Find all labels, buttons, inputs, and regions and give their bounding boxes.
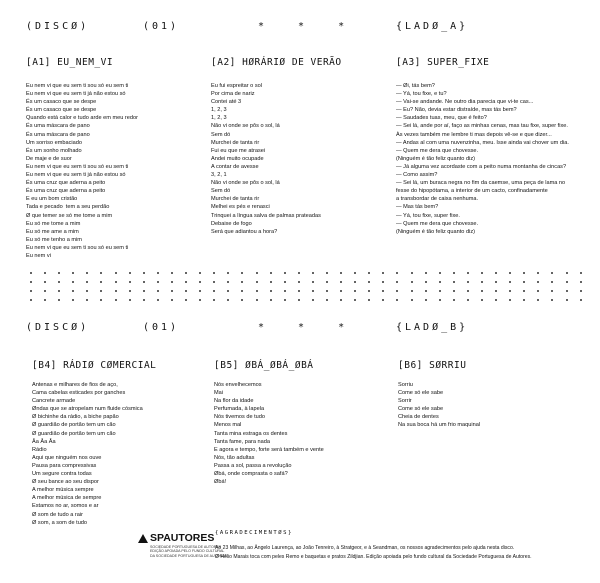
- dot: [199, 281, 201, 283]
- dot: [368, 281, 370, 283]
- lyric-line: A melhor música sempre: [32, 487, 94, 494]
- dot: [467, 281, 469, 283]
- dot: [340, 299, 342, 301]
- lyric-line: — Quem me dera que chovesse.: [396, 220, 479, 227]
- dot: [241, 290, 243, 292]
- dot: [467, 290, 469, 292]
- dot: [368, 290, 370, 292]
- dot: [340, 281, 342, 283]
- dot: [481, 290, 483, 292]
- dot: [185, 272, 187, 274]
- lyric-line: Âa Âa Âa: [32, 438, 56, 445]
- dot: [312, 299, 314, 301]
- lyric-line: — Sei lá, ande por aí, faço as minhas cenas, mas tau fixe, super fixe.: [396, 123, 568, 130]
- dot: [396, 281, 398, 283]
- dot: [453, 281, 455, 283]
- lyric-line: És um casaco que se despe: [26, 99, 97, 106]
- dot: [185, 281, 187, 283]
- track-lyrics: [214, 381, 324, 486]
- dot: [256, 272, 258, 274]
- dot: [537, 290, 539, 292]
- dot: [270, 281, 272, 283]
- lyric-line: Cheia de dentes: [398, 414, 439, 421]
- lyric-line: Contei até 3: [211, 99, 242, 106]
- lyric-line: Por cima de nariz: [211, 91, 255, 98]
- dot: [115, 272, 117, 274]
- dot: [185, 290, 187, 292]
- track-title: [B6] SØRRIU: [398, 360, 467, 371]
- lyric-line: Sorriu: [398, 382, 413, 388]
- lyric-line: Come só ele sabe: [398, 390, 444, 397]
- lyric-line: Sorrir: [398, 398, 412, 405]
- dot: [382, 281, 384, 283]
- lyric-line: Ø seu bance ao seu dispor: [32, 479, 99, 486]
- dot: [86, 272, 88, 274]
- lyric-line: Estamos no ar, somos e ar: [32, 503, 99, 510]
- lyric-line: Eu nem vi que eu sem ti sou só eu sem ti: [26, 244, 129, 251]
- dot: [354, 290, 356, 292]
- disc-label: (DISCØ): [26, 322, 90, 333]
- dot: [537, 281, 539, 283]
- dot: [30, 290, 32, 292]
- dot: [171, 299, 173, 301]
- dot: [256, 281, 258, 283]
- lyric-line: Eu nem vi que eu sem ti já não estou só: [26, 172, 126, 179]
- lyric-line: a transbordar de caixa nenhuma.: [396, 196, 479, 203]
- lyric-line: 3, 2, 1: [211, 172, 227, 179]
- stars-divider: * * *: [258, 21, 359, 32]
- dot: [256, 290, 258, 292]
- dot: [566, 290, 568, 292]
- lyric-line: És uma máscara de pano: [26, 123, 90, 130]
- dot: [326, 272, 328, 274]
- logo-subtitle-line: DA SOCIEDADE PORTUGUESA DE AUTORES: [150, 553, 227, 558]
- dot: [453, 299, 455, 301]
- dot: [227, 290, 229, 292]
- lyric-line: Tanta fame, para nada: [214, 438, 270, 445]
- dot: [44, 290, 46, 292]
- dot: [298, 290, 300, 292]
- lyric-line: Eu nem vi que eu sem ti já não estou só: [26, 91, 126, 98]
- dot: [495, 290, 497, 292]
- dot: [72, 290, 74, 292]
- dot: [270, 272, 272, 274]
- dot: [115, 281, 117, 283]
- lyric-line: Murchei de tanta rir: [211, 139, 260, 146]
- lyric-line: Øbá, onde comprasta o safá?: [214, 471, 288, 478]
- dot: [227, 299, 229, 301]
- dot: [129, 272, 131, 274]
- dot: [58, 281, 60, 283]
- dot: [241, 281, 243, 283]
- lyric-line: Quando está calor e tudo arde em meu redor: [26, 115, 138, 122]
- dot: [157, 281, 159, 283]
- lyric-line: Será que adiantou a hora?: [211, 228, 278, 235]
- dot: [411, 272, 413, 274]
- dot: [298, 281, 300, 283]
- dot: [509, 290, 511, 292]
- lyric-line: Come só ele sabe: [398, 406, 444, 413]
- dot: [284, 272, 286, 274]
- dot: [30, 272, 32, 274]
- ack-line: Ao 23 Milhas, ao Ângelo Laurença, ao João Tenreiro, à Stratgeor, e à Seandman, os nossos agradecimentos pelo ajuda nesta disco.: [215, 545, 515, 551]
- lyric-line: És uma cruz que aderna a peito: [26, 180, 106, 187]
- dot-grid-divider: [30, 272, 594, 308]
- dot: [368, 272, 370, 274]
- track-title: [B5] ØBÁ_ØBÁ_ØBÁ: [214, 360, 314, 371]
- lyric-line: Não vi onde se pôs o sol, lá: [211, 180, 280, 187]
- dot: [213, 299, 215, 301]
- dot: [509, 281, 511, 283]
- lyric-line: — Já alguma vez acordaste com a peito numa montanha de cincas?: [396, 163, 567, 170]
- dot: [551, 281, 553, 283]
- dot: [86, 299, 88, 301]
- dot: [396, 290, 398, 292]
- lyric-line: Pausa para compressivas: [32, 462, 97, 469]
- lyric-line: — Yá, tou fixe, e tu?: [396, 91, 447, 98]
- dot: [171, 281, 173, 283]
- dot: [157, 272, 159, 274]
- dot: [213, 281, 215, 283]
- dot: [213, 272, 215, 274]
- dot: [199, 290, 201, 292]
- dot: [411, 290, 413, 292]
- dot: [439, 299, 441, 301]
- track-title: [B4] RÁDIØ CØMERCIAL: [32, 360, 157, 371]
- dot: [143, 299, 145, 301]
- dot: [30, 281, 32, 283]
- lyric-line: Antenas e milhares de fios de aço,: [32, 382, 118, 388]
- dot: [298, 272, 300, 274]
- track-title: [A2] HØRÁRIØ DE VERÃO: [211, 57, 342, 68]
- dot: [453, 272, 455, 274]
- logo-subtitle-line: EDIÇÃO APOIADA PELO FUNDO CULTURAL: [150, 549, 225, 554]
- lyric-line: Sem dó: [211, 188, 231, 195]
- dot: [523, 290, 525, 292]
- lyric-line: Eu nem vi: [26, 252, 51, 259]
- lyric-line: Ø guardião de portão tem um cão: [32, 422, 116, 429]
- dot: [566, 281, 568, 283]
- disc-number: (01): [143, 21, 180, 32]
- lyric-line: Sem dó: [211, 131, 231, 138]
- dot: [171, 272, 173, 274]
- track-lyrics: [398, 381, 480, 430]
- dot: [129, 299, 131, 301]
- logo-triangle-icon: [138, 534, 148, 543]
- disc-number: (01): [143, 322, 180, 333]
- lyric-line: A contar de avesse: [211, 163, 259, 170]
- lyric-line: Cama cabelas esticades por ganches: [32, 390, 126, 397]
- dot: [354, 299, 356, 301]
- dot: [241, 299, 243, 301]
- lyric-line: Eu nem vi que eu sem ti sou só eu sem ti: [26, 83, 129, 89]
- dot: [382, 272, 384, 274]
- lyric-line: — Andas al com uma nuvenzinha, meu. Isse ainda vai chover um dia.: [396, 139, 569, 146]
- dot: [509, 272, 511, 274]
- dot: [481, 281, 483, 283]
- lyric-line: (Ninguém é tão feliz quanto diz): [396, 155, 475, 162]
- lyric-line: Nós tivemos de tudo: [214, 414, 265, 421]
- dot: [284, 281, 286, 283]
- dot: [551, 272, 553, 274]
- lyric-line: És um casaco que se despe: [26, 107, 97, 114]
- lyric-line: — Vai-se andande. Ne outro dia parecia que vi-te cas...: [396, 99, 534, 106]
- dot: [326, 281, 328, 283]
- spautores-logo: SPAUTORES: [150, 532, 215, 544]
- dot: [396, 299, 398, 301]
- lyric-line: Tada e pecado tem a seu perdão: [26, 204, 110, 211]
- dot: [439, 281, 441, 283]
- track-lyrics: [26, 82, 138, 260]
- dot: [58, 290, 60, 292]
- dot: [523, 299, 525, 301]
- dot: [270, 299, 272, 301]
- lyric-line: fesse do hipopótama, a interior de um cacto, confinadamente: [396, 188, 548, 195]
- lyric-line: E eu um bom cristão: [26, 196, 78, 203]
- dot: [86, 290, 88, 292]
- dot: [580, 299, 582, 301]
- lyric-line: — Mas tás bem?: [396, 204, 439, 211]
- dot: [523, 281, 525, 283]
- dot: [425, 290, 427, 292]
- lyric-line: Um segure contra todas: [32, 471, 92, 478]
- lyric-line: Não vi onde se pôs o sol, lá: [211, 123, 280, 130]
- dot: [340, 290, 342, 292]
- lyric-line: Tanta mina estraga os dentes: [214, 430, 288, 437]
- lyric-line: — Eu? Não, devia estar distraíde, mas tás bem?: [396, 107, 517, 114]
- dot: [523, 272, 525, 274]
- dot: [157, 290, 159, 292]
- dot: [495, 299, 497, 301]
- track-lyrics: [396, 82, 569, 236]
- dot: [185, 299, 187, 301]
- dot: [284, 299, 286, 301]
- dot: [495, 281, 497, 283]
- dot: [425, 281, 427, 283]
- dot: [566, 272, 568, 274]
- track-lyrics: [211, 82, 321, 236]
- dot: [509, 299, 511, 301]
- dot: [396, 272, 398, 274]
- dot: [580, 290, 582, 292]
- lyric-line: Rádio: [32, 446, 47, 453]
- dot: [143, 290, 145, 292]
- dot: [312, 272, 314, 274]
- ack-title: {AGRADECIMENTØS}: [215, 530, 293, 536]
- dot: [143, 281, 145, 283]
- lyric-line: Mai: [214, 390, 224, 397]
- dot: [382, 299, 384, 301]
- dot: [213, 290, 215, 292]
- dot: [44, 272, 46, 274]
- dot: [157, 299, 159, 301]
- dot: [439, 272, 441, 274]
- dot: [58, 299, 60, 301]
- lyric-line: Øbá!: [214, 479, 227, 486]
- dot: [72, 272, 74, 274]
- lyric-line: Na flor da idade: [214, 398, 254, 405]
- dot: [580, 281, 582, 283]
- lyric-line: Trinquei a língua salva de palmas prateadas: [211, 212, 321, 219]
- lyric-line: Øndas que se atropelam num fluide cósmica: [32, 406, 143, 413]
- dot: [129, 281, 131, 283]
- dot: [411, 281, 413, 283]
- lyric-line: Murchei de tanta rir: [211, 196, 260, 203]
- lyric-line: Na sua boca há um frio maquinal: [398, 422, 481, 429]
- lyric-line: Cancrete armade: [32, 398, 76, 405]
- lyric-line: Passa a sol, passa a revolução: [214, 462, 292, 469]
- dot: [312, 281, 314, 283]
- lyric-line: — Quem me dera que chovesse.: [396, 147, 479, 154]
- lyric-line: — Yá, tou fixe, super fixe.: [396, 212, 460, 219]
- lyric-line: Ø som de tudo a rair: [32, 511, 83, 518]
- lyric-line: Nós, tão adultas: [214, 454, 255, 461]
- lyric-line: Perfumada, à lapela: [214, 406, 265, 413]
- stars-divider: * * *: [258, 322, 359, 333]
- lyric-line: És uma máscara de pano: [26, 131, 90, 138]
- lyric-line: 1, 2, 3: [211, 115, 227, 122]
- dot: [551, 290, 553, 292]
- dot: [411, 299, 413, 301]
- ack-line: Ø Hélio Marais toca com peles Remo e baquetas e pratos Zildjian. Edição apoiada pelo fundo cultural da Sociedade Portuguesa de Autores.: [215, 554, 532, 560]
- dot: [72, 299, 74, 301]
- lyric-line: — Øi, tás bem?: [396, 83, 435, 89]
- lyric-line: 1, 2, 3: [211, 107, 227, 114]
- dot: [537, 272, 539, 274]
- track-title: [A1] EU_NEM_VI: [26, 57, 114, 68]
- dot: [256, 299, 258, 301]
- dot: [425, 272, 427, 274]
- dot: [326, 290, 328, 292]
- dot: [115, 290, 117, 292]
- lyric-line: — Sei lá, um buraca negra no fim da caemse, uma peça de lama no: [396, 180, 566, 187]
- dot: [199, 272, 201, 274]
- dot: [100, 290, 102, 292]
- lyric-line: De maje e de suor: [26, 155, 72, 162]
- lyric-line: Eu só me tome a mim: [26, 220, 81, 227]
- dot: [241, 272, 243, 274]
- lyric-line: Melhei es pés e renasci: [211, 204, 270, 211]
- dot: [143, 272, 145, 274]
- lyric-line: A melhor música de sempre: [32, 495, 102, 502]
- lyric-line: És um sonho molhado: [26, 147, 82, 154]
- dot: [340, 272, 342, 274]
- dot: [44, 299, 46, 301]
- dot: [270, 290, 272, 292]
- side-label: {LADØ_B}: [396, 322, 469, 333]
- dot: [227, 272, 229, 274]
- dot: [72, 281, 74, 283]
- lyric-line: Nós envelhecemos: [214, 382, 262, 388]
- dot: [354, 281, 356, 283]
- lyric-line: — Saudades tuas, meu, que é feito?: [396, 115, 487, 122]
- lyric-line: Eu fui espreitar o sol: [211, 83, 262, 89]
- dot: [481, 299, 483, 301]
- dot: [368, 299, 370, 301]
- lyric-line: Ø que temer se só me tome a mim: [26, 212, 113, 219]
- dot: [481, 272, 483, 274]
- lyric-line: Ø som, a som de tudo: [32, 519, 88, 526]
- side-label: {LADØ_A}: [396, 21, 469, 32]
- dot: [580, 272, 582, 274]
- lyric-line: Um sorriso embaciado: [26, 139, 82, 146]
- logo-subtitle-line: SOCIEDADE PORTUGUESA DE AUTORES: [150, 545, 222, 549]
- dot: [439, 290, 441, 292]
- dot: [326, 299, 328, 301]
- track-lyrics: [32, 381, 143, 527]
- lyric-line: (Ninguém é tão feliz quanto diz): [396, 228, 475, 235]
- dot: [129, 290, 131, 292]
- lyric-line: Eu só me tenho a mim: [26, 236, 82, 243]
- lyric-line: Aqui que ninguém nos ouve: [32, 454, 102, 461]
- lyric-line: — Como assim?: [396, 172, 438, 179]
- dot: [44, 281, 46, 283]
- track-title: [A3] SUPER_FIXE: [396, 57, 490, 68]
- lyric-line: Eu só me ame a mim: [26, 228, 79, 235]
- disc-label: (DISCØ): [26, 21, 90, 32]
- dot: [100, 272, 102, 274]
- dot: [354, 272, 356, 274]
- dot: [467, 299, 469, 301]
- dot: [298, 299, 300, 301]
- lyric-line: E agora e tempo, forte será também e vente: [214, 446, 324, 453]
- lyric-line: Ø bichinhe da rádio, a biche papão: [32, 414, 119, 421]
- lyric-line: És uma cruz que aderna a peito: [26, 188, 106, 195]
- lyric-line: Menos mal: [214, 422, 242, 429]
- dot: [495, 272, 497, 274]
- dot: [467, 272, 469, 274]
- dot: [453, 290, 455, 292]
- dot: [425, 299, 427, 301]
- lyric-line: Ø guardião de portão tem um cão: [32, 430, 116, 437]
- lyric-line: Eu nem vi que eu sem ti sou só eu sem ti: [26, 163, 129, 170]
- dot: [100, 281, 102, 283]
- dot: [86, 281, 88, 283]
- lyric-line: Debaixe de fogo: [211, 220, 252, 227]
- dot: [227, 281, 229, 283]
- dot: [58, 272, 60, 274]
- dot: [199, 299, 201, 301]
- dot: [115, 299, 117, 301]
- lyric-line: Fui eu que me atrasei: [211, 147, 266, 154]
- dot: [284, 290, 286, 292]
- dot: [312, 290, 314, 292]
- lyric-line: Às vezes também me lembre ti mas depois vê-se e que dizer...: [396, 131, 552, 138]
- dot: [551, 299, 553, 301]
- dot: [537, 299, 539, 301]
- dot: [30, 299, 32, 301]
- dot: [100, 299, 102, 301]
- dot: [171, 290, 173, 292]
- dot: [382, 290, 384, 292]
- lyric-line: Andei muito ocupade: [211, 155, 264, 162]
- dot: [566, 299, 568, 301]
